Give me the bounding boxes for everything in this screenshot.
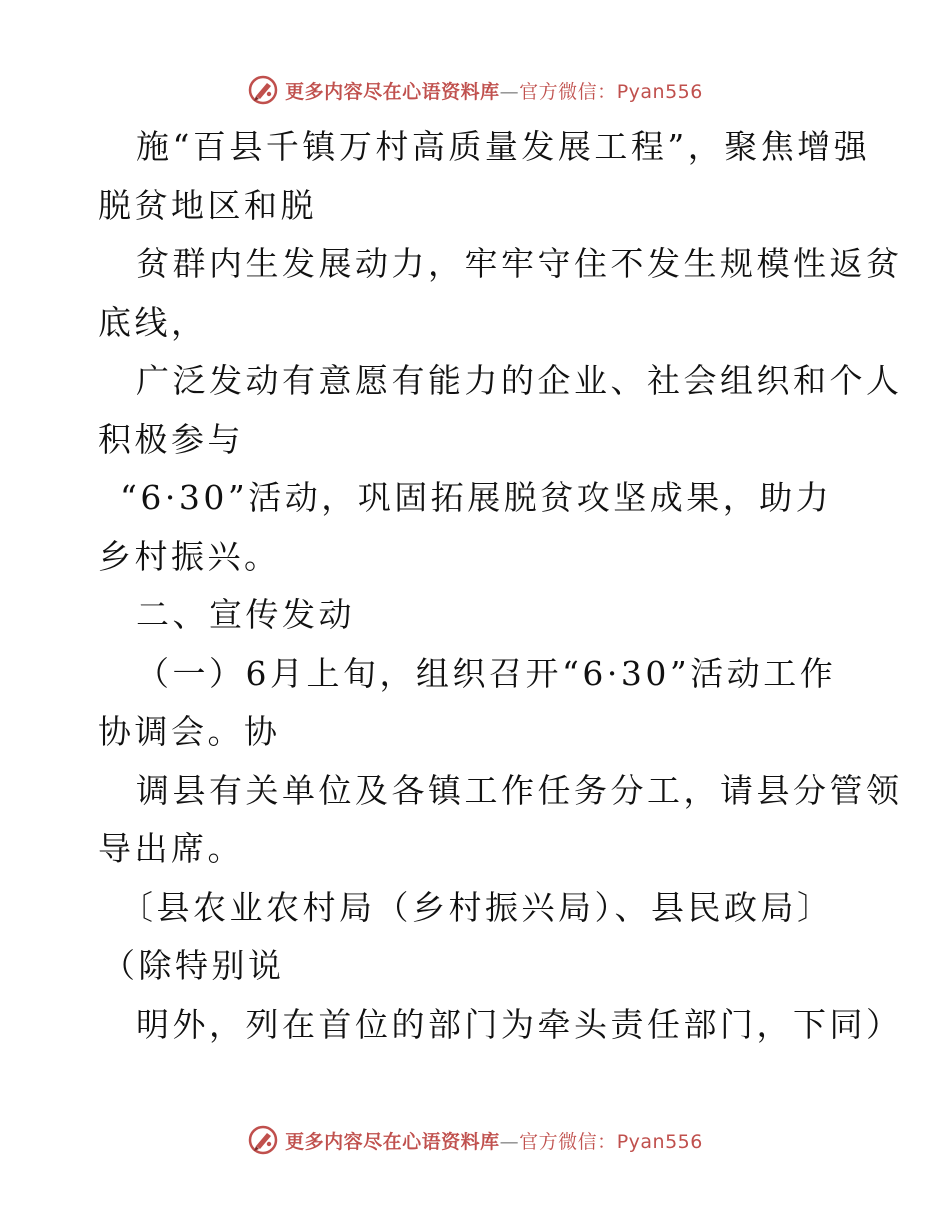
body-line: 脱贫地区和脱 — [98, 185, 317, 225]
watermark-wechat-id: Pyan556 — [616, 1130, 703, 1153]
body-line: 协调会。协 — [98, 712, 281, 751]
body-line: （除特别说 — [102, 946, 285, 985]
watermark-brand: 更多内容尽在心语资料库 — [285, 1130, 500, 1153]
watermark-wechat-label: 官方微信： — [519, 80, 617, 103]
body-line: 乡村振兴。 — [98, 536, 281, 576]
pen-seal-icon — [247, 1124, 279, 1156]
watermark-wechat-id: Pyan556 — [616, 80, 703, 103]
body-line: 导出席。 — [98, 829, 244, 868]
section-heading: 二、宣传发动 — [136, 595, 355, 634]
body-line: 底线， — [98, 302, 208, 342]
body-line: 广泛发动有意愿有能力的企业、社会组织和个人 — [136, 361, 903, 400]
watermark-separator: — — [499, 80, 520, 103]
body-line: 积极参与 — [98, 419, 244, 459]
watermark-brand: 更多内容尽在心语资料库 — [285, 80, 500, 103]
watermark-wechat-label: 官方微信： — [519, 1130, 617, 1153]
body-line: 贫群内生发展动力，牢牢守住不发生规模性返贫 — [136, 244, 903, 283]
watermark-text — [285, 77, 703, 104]
body-line: 调县有关单位及各镇工作任务分工，请县分管领 — [136, 770, 903, 810]
pen-seal-icon — [247, 74, 279, 106]
body-line: 〔县农业农村局（乡村振兴局）、县民政局〕 — [120, 887, 834, 927]
document-body — [98, 118, 903, 1054]
watermark-text — [285, 1127, 703, 1154]
footer-watermark — [0, 1120, 950, 1160]
body-line: （一）6月上旬，组织召开“6·30”活动工作 — [136, 653, 837, 693]
header-watermark — [0, 70, 950, 110]
watermark-separator: — — [499, 1130, 520, 1153]
body-line: “6·30”活动，巩固拓展脱贫攻坚成果，助力 — [120, 478, 833, 517]
body-line: 施“百县千镇万村高质量发展工程”，聚焦增强 — [136, 127, 871, 166]
body-line: 明外，列在首位的部门为牵头责任部门，下同） — [136, 1004, 903, 1044]
